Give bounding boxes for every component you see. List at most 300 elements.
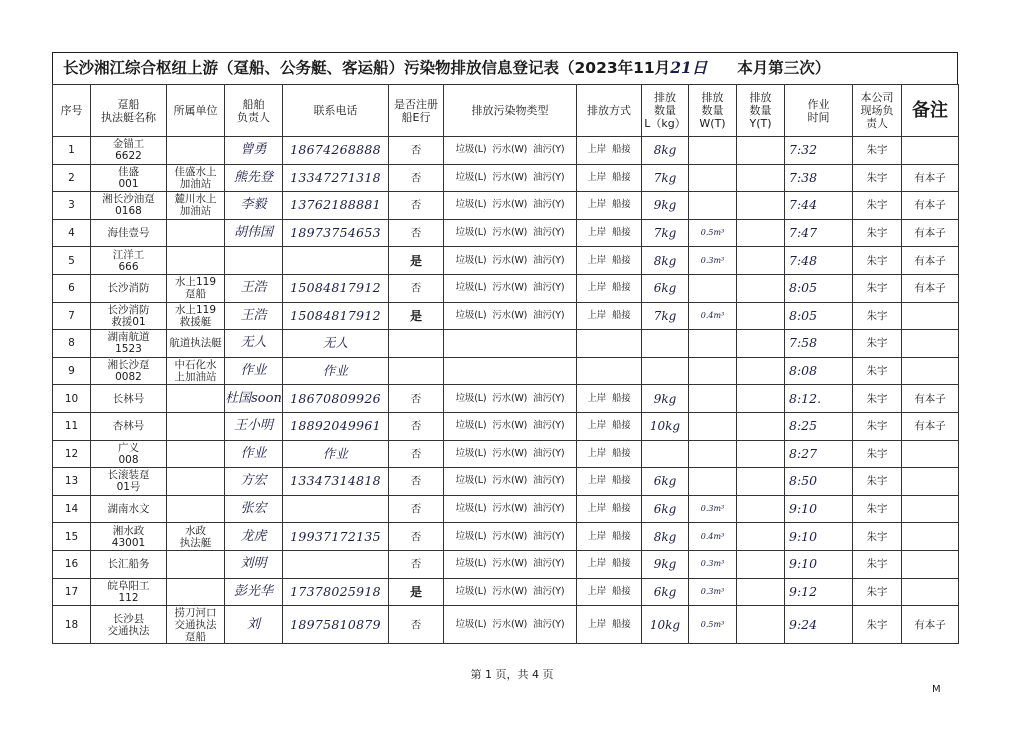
note [902,550,959,578]
phone-number: 18975810879 [283,606,389,644]
discharge-method [577,219,642,247]
option-shore: 上岸 [587,558,606,570]
table-row [53,440,959,468]
vessel-name: 长林号 [91,385,167,413]
header-qty-y: 排放 数量 Y(T) [737,85,785,137]
qty-y [737,357,785,385]
table-row [53,137,959,165]
unit-name: 捞刀河口 交通执法 趸船 [167,606,225,644]
captain-signature: 王小明 [225,412,283,440]
option-ship: 船接 [612,503,631,515]
qty-w: 0.3m³ [689,550,737,578]
option-garbage: 垃圾(L) [455,227,487,239]
option-ship: 船接 [612,447,631,459]
header-onsite: 本公司 现场负 责人 [853,85,902,137]
qty-l: 8kg [642,137,689,165]
note [902,523,959,551]
phone-number: 作业 [283,357,389,385]
header-note: 备注 [902,85,959,137]
vessel-name: 佳盛 001 [91,164,167,192]
qty-y [737,302,785,330]
captain-signature: 刘 [225,606,283,644]
table-header-row [53,85,959,137]
phone-number: 18892049961 [283,412,389,440]
phone-number [283,550,389,578]
onsite-manager: 朱宇 [853,247,902,275]
qty-y [737,385,785,413]
qty-l: 9kg [642,192,689,220]
discharge-method [577,606,642,644]
option-ship: 船接 [612,227,631,239]
work-time: 7:48 [785,247,853,275]
row-no: 2 [53,164,91,192]
pollutant-types [444,164,577,192]
discharge-method [577,578,642,606]
vessel-name: 湘长沙油趸 0168 [91,192,167,220]
registered-flag: 否 [389,523,444,551]
unit-name: 水上119 趸船 [167,274,225,302]
captain-signature: 李毅 [225,192,283,220]
qty-y [737,440,785,468]
option-garbage: 垃圾(L) [455,254,487,266]
option-shore: 上岸 [587,392,606,404]
discharge-method [577,357,642,385]
registered-flag: 是 [389,578,444,606]
unit-name: 水上119 救援艇 [167,302,225,330]
qty-w: 0.3m³ [689,247,737,275]
note: 有本子 [902,247,959,275]
discharge-method [577,523,642,551]
option-garbage: 垃圾(L) [455,558,487,570]
unit-name: 水政 执法艇 [167,523,225,551]
row-no: 16 [53,550,91,578]
work-time: 8:50 [785,468,853,496]
option-oil: 油污(Y) [533,475,565,487]
pollutant-types [444,357,577,385]
option-garbage: 垃圾(L) [455,392,487,404]
option-garbage: 垃圾(L) [455,503,487,515]
option-shore: 上岸 [587,144,606,156]
row-no: 12 [53,440,91,468]
pollutant-types [444,412,577,440]
vessel-name: 湖南水文 [91,495,167,523]
registered-flag: 是 [389,302,444,330]
option-ship: 船接 [612,171,631,183]
option-oil: 油污(Y) [533,199,565,211]
header-qty-w: 排放 数量 W(T) [689,85,737,137]
work-time: 7:58 [785,330,853,358]
row-no: 18 [53,606,91,644]
registered-flag: 否 [389,468,444,496]
option-sewage: 污水(W) [492,392,528,404]
vessel-name: 湘水政 43001 [91,523,167,551]
captain-signature: 王浩 [225,302,283,330]
registered-flag: 否 [389,606,444,644]
work-time: 7:32 [785,137,853,165]
table-row [53,330,959,358]
option-shore: 上岸 [587,530,606,542]
register-table [52,84,959,644]
phone-number: 无人 [283,330,389,358]
qty-l [642,440,689,468]
option-shore: 上岸 [587,618,606,630]
note [902,330,959,358]
work-time: 9:24 [785,606,853,644]
work-time: 9:12 [785,578,853,606]
phone-number: 18670809926 [283,385,389,413]
work-time: 9:10 [785,550,853,578]
option-oil: 油污(Y) [533,618,565,630]
qty-l: 8kg [642,247,689,275]
header-qty-l: 排放 数量 L（kg） [642,85,689,137]
onsite-manager: 朱宇 [853,523,902,551]
onsite-manager: 朱宇 [853,578,902,606]
qty-l [642,357,689,385]
qty-w: 0.3m³ [689,578,737,606]
onsite-manager: 朱宇 [853,412,902,440]
option-ship: 船接 [612,199,631,211]
registered-flag: 否 [389,412,444,440]
header-vessel: 趸船 执法艇名称 [91,85,167,137]
note [902,495,959,523]
onsite-manager: 朱宇 [853,302,902,330]
option-shore: 上岸 [587,585,606,597]
captain-signature [225,247,283,275]
option-sewage: 污水(W) [492,309,528,321]
option-ship: 船接 [612,282,631,294]
qty-l: 7kg [642,219,689,247]
registered-flag: 否 [389,137,444,165]
work-time: 8:25 [785,412,853,440]
phone-number [283,495,389,523]
option-shore: 上岸 [587,199,606,211]
registered-flag: 否 [389,440,444,468]
work-time: 8:08 [785,357,853,385]
work-time: 7:38 [785,164,853,192]
qty-y [737,219,785,247]
work-time: 7:44 [785,192,853,220]
qty-l: 10kg [642,412,689,440]
captain-signature: 熊先登 [225,164,283,192]
unit-name [167,440,225,468]
qty-y [737,330,785,358]
note: 有本子 [902,164,959,192]
registered-flag: 否 [389,274,444,302]
option-ship: 船接 [612,558,631,570]
phone-number: 17378025918 [283,578,389,606]
row-no: 15 [53,523,91,551]
pollutant-types [444,468,577,496]
discharge-method [577,164,642,192]
discharge-method [577,412,642,440]
qty-l [642,330,689,358]
onsite-manager: 朱宇 [853,357,902,385]
option-ship: 船接 [612,392,631,404]
qty-l: 6kg [642,578,689,606]
option-shore: 上岸 [587,227,606,239]
option-shore: 上岸 [587,171,606,183]
vessel-name: 湘长沙趸 0082 [91,357,167,385]
option-ship: 船接 [612,420,631,432]
phone-number: 19937172135 [283,523,389,551]
vessel-name: 长汇船务 [91,550,167,578]
phone-number: 18674268888 [283,137,389,165]
vessel-name: 金锚工 6622 [91,137,167,165]
discharge-method [577,137,642,165]
onsite-manager: 朱宇 [853,164,902,192]
note [902,302,959,330]
captain-signature: 作业 [225,440,283,468]
row-no: 5 [53,247,91,275]
option-oil: 油污(Y) [533,530,565,542]
captain-signature: 作业 [225,357,283,385]
table-row [53,495,959,523]
qty-w [689,164,737,192]
discharge-method [577,192,642,220]
qty-w: 0.3m³ [689,495,737,523]
captain-signature: 龙虎 [225,523,283,551]
unit-name [167,495,225,523]
registered-flag: 否 [389,495,444,523]
captain-signature: 彭光华 [225,578,283,606]
unit-name [167,247,225,275]
vessel-name: 江洋工 666 [91,247,167,275]
qty-l: 7kg [642,302,689,330]
captain-signature: 王浩 [225,274,283,302]
qty-y [737,606,785,644]
option-sewage: 污水(W) [492,171,528,183]
captain-signature: 杜国soon [225,385,283,413]
option-ship: 船接 [612,144,631,156]
note [902,440,959,468]
pollutant-types [444,440,577,468]
vessel-name: 湖南航道 1523 [91,330,167,358]
work-time: 7:47 [785,219,853,247]
phone-number: 作业 [283,440,389,468]
discharge-method [577,302,642,330]
onsite-manager: 朱宇 [853,330,902,358]
option-ship: 船接 [612,309,631,321]
registered-flag: 是 [389,247,444,275]
discharge-method [577,468,642,496]
onsite-manager: 朱宇 [853,219,902,247]
unit-name: 佳盛水上 加油站 [167,164,225,192]
onsite-manager: 朱宇 [853,468,902,496]
note: 有本子 [902,274,959,302]
registered-flag: 否 [389,385,444,413]
unit-name [167,412,225,440]
option-ship: 船接 [612,530,631,542]
captain-signature: 方宏 [225,468,283,496]
page-footer: 第 1 页，共 4 页 [470,668,554,681]
option-oil: 油污(Y) [533,503,565,515]
option-ship: 船接 [612,585,631,597]
unit-name: 航道执法艇 [167,330,225,358]
table-row [53,468,959,496]
pollutant-types [444,274,577,302]
option-garbage: 垃圾(L) [455,530,487,542]
row-no: 4 [53,219,91,247]
table-row [53,412,959,440]
qty-w [689,440,737,468]
pollutant-types [444,495,577,523]
option-sewage: 污水(W) [492,144,528,156]
discharge-method [577,440,642,468]
onsite-manager: 朱宇 [853,274,902,302]
table-row [53,523,959,551]
qty-l: 6kg [642,468,689,496]
captain-signature: 无人 [225,330,283,358]
phone-number: 18973754653 [283,219,389,247]
row-no: 9 [53,357,91,385]
phone-number: 13347271318 [283,164,389,192]
discharge-method [577,385,642,413]
row-no: 7 [53,302,91,330]
option-garbage: 垃圾(L) [455,309,487,321]
option-oil: 油污(Y) [533,282,565,294]
qty-y [737,578,785,606]
row-no: 10 [53,385,91,413]
option-sewage: 污水(W) [492,420,528,432]
registered-flag: 否 [389,219,444,247]
vessel-name: 杏林号 [91,412,167,440]
unit-name [167,578,225,606]
pollutant-types [444,523,577,551]
qty-y [737,137,785,165]
option-oil: 油污(Y) [533,420,565,432]
option-sewage: 污水(W) [492,199,528,211]
qty-y [737,523,785,551]
onsite-manager: 朱宇 [853,550,902,578]
header-time: 作业 时间 [785,85,853,137]
qty-w [689,330,737,358]
row-no: 13 [53,468,91,496]
row-no: 8 [53,330,91,358]
captain-signature: 曾勇 [225,137,283,165]
note: 有本子 [902,219,959,247]
pollutant-types [444,219,577,247]
option-oil: 油污(Y) [533,171,565,183]
option-shore: 上岸 [587,309,606,321]
onsite-manager: 朱宇 [853,385,902,413]
vessel-name: 长沙消防 [91,274,167,302]
work-time: 8:12. [785,385,853,413]
pollutant-types [444,330,577,358]
onsite-manager: 朱宇 [853,192,902,220]
header-method: 排放方式 [577,85,642,137]
option-sewage: 污水(W) [492,282,528,294]
title-main: 长沙湘江综合枢纽上游（趸船、公务艇、客运船）污染物排放信息登记表（2023年11月 [63,59,671,77]
qty-l: 9kg [642,550,689,578]
unit-name [167,550,225,578]
option-shore: 上岸 [587,282,606,294]
qty-y [737,495,785,523]
captain-signature: 刘明 [225,550,283,578]
phone-number: 13762188881 [283,192,389,220]
work-time: 9:10 [785,523,853,551]
qty-y [737,412,785,440]
title-day: 21日 [670,58,708,77]
registered-flag [389,357,444,385]
qty-y [737,550,785,578]
qty-y [737,274,785,302]
option-garbage: 垃圾(L) [455,144,487,156]
table-row [53,219,959,247]
header-unit: 所属单位 [167,85,225,137]
work-time: 9:10 [785,495,853,523]
note: 有本子 [902,192,959,220]
qty-y [737,192,785,220]
vessel-name: 长滚装趸 01号 [91,468,167,496]
qty-l: 6kg [642,274,689,302]
vessel-name: 海佳壹号 [91,219,167,247]
qty-l: 8kg [642,523,689,551]
table-row [53,385,959,413]
row-no: 14 [53,495,91,523]
header-pollutant-type: 排放污染物类型 [444,85,577,137]
registered-flag [389,330,444,358]
qty-w: 0.4m³ [689,523,737,551]
qty-w [689,385,737,413]
option-shore: 上岸 [587,447,606,459]
pollutant-types [444,247,577,275]
phone-number [283,247,389,275]
work-time: 8:05 [785,302,853,330]
note [902,357,959,385]
qty-l: 6kg [642,495,689,523]
table-row [53,578,959,606]
option-garbage: 垃圾(L) [455,420,487,432]
option-oil: 油污(Y) [533,558,565,570]
option-oil: 油污(Y) [533,585,565,597]
row-no: 1 [53,137,91,165]
qty-w [689,412,737,440]
unit-name [167,385,225,413]
option-sewage: 污水(W) [492,530,528,542]
pollutant-types [444,302,577,330]
option-oil: 油污(Y) [533,227,565,239]
qty-l: 10kg [642,606,689,644]
option-sewage: 污水(W) [492,618,528,630]
qty-w [689,137,737,165]
option-shore: 上岸 [587,503,606,515]
option-sewage: 污水(W) [492,227,528,239]
option-oil: 油污(Y) [533,309,565,321]
table-row [53,247,959,275]
row-no: 17 [53,578,91,606]
qty-y [737,468,785,496]
phone-number: 15084817912 [283,274,389,302]
pollutant-types [444,137,577,165]
captain-signature: 张宏 [225,495,283,523]
note [902,578,959,606]
option-oil: 油污(Y) [533,392,565,404]
vessel-name: 长沙县 交通执法 [91,606,167,644]
option-sewage: 污水(W) [492,475,528,487]
qty-l: 9kg [642,385,689,413]
note: 有本子 [902,606,959,644]
table-row [53,302,959,330]
option-sewage: 污水(W) [492,447,528,459]
option-shore: 上岸 [587,254,606,266]
pollutant-types [444,578,577,606]
header-registered: 是否注册 船E行 [389,85,444,137]
qty-w: 0.4m³ [689,302,737,330]
note [902,468,959,496]
note: 有本子 [902,412,959,440]
discharge-method [577,330,642,358]
option-sewage: 污水(W) [492,558,528,570]
